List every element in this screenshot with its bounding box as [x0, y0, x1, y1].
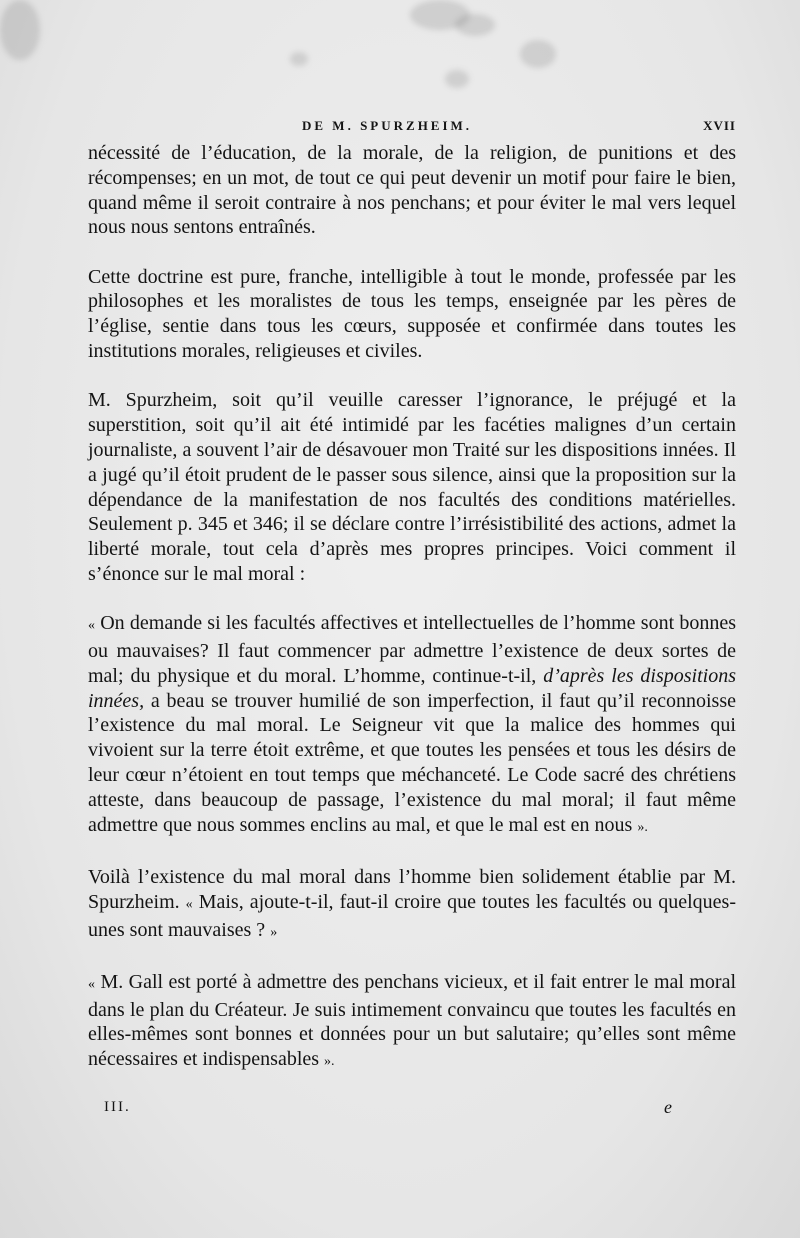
paragraph [88, 865, 736, 945]
close-quote-mark: ». [324, 1054, 335, 1070]
paragraph [88, 141, 736, 240]
close-quote-mark: » [270, 924, 278, 940]
close-quote-mark: ». [637, 819, 648, 835]
paragraph-text: M. Spurzheim, soit qu’il veuille caresser l’ignorance, le préjugé et la superstition, soit qu’il ait été intimidé par les facéties malignes d’un certain journaliste, a souvent l’air de désavouer mon Traité sur les dispositions innées. Il a jugé qu’il étoit prudent de le passer sous silence, ainsi que la proposition sur la dépendance de la manifestation de nos facultés des conditions matérielles. Seulement p. 345 et 346; il se déclare contre l’irrésistibilité des actions, admet la liberté morale, tout cela d’après mes propres principes. Voici comment il s’énonce sur le mal moral : [88, 389, 736, 585]
paragraph-text: Mais, ajoute-t-il, faut-il croire que toutes les facultés ou quelques-unes sont mauvaises ? [88, 890, 736, 941]
italic-phrase: d’après les dispositions innées, [88, 664, 736, 712]
paragraph-text: a beau se trouver humilié de son imperfection, il faut qu’il reconnoisse l’existence du mal moral. Le Seigneur vit que la malice des hommes qui vivoient sur la terre étoit extrême, et que toutes les pensées et tous les désirs de leur cœur n’étoient en tout temps que méchanceté. Le Code sacré des chrétiens atteste, dans beaucoup de passage, l’existence du mal moral; il faut même admettre que nous sommes enclins au mal, et que le mal est en nous [88, 689, 736, 836]
paragraph-text: Voilà l’existence du mal moral dans l’homme bien solidement établie par M. Spurzheim. [88, 865, 736, 913]
paragraph [88, 265, 736, 364]
open-quote-mark: « [185, 896, 193, 912]
page-body [88, 141, 736, 1100]
page-number: XVII [703, 118, 736, 133]
paragraph-text: nécessité de l’éducation, de la morale, de la religion, de punitions et des récompenses; en un mot, de tout ce qui peut devenir un motif pour faire le bien, quand même il seroit contraire à nos penchans; et pour éviter le mal vers lequel nous nous sentons entraînés. [88, 142, 736, 239]
paragraph-text: Cette doctrine est pure, franche, intelligible à tout le monde, professée par les philosophes et les moralistes de tous les temps, enseignée par les pères de l’église, sentie dans tous les cœurs, supposée et confirmée dans toutes les institutions morales, religieuses et civiles. [88, 265, 736, 363]
paragraph-text: M. Gall est porté à admettre des penchans vicieux, et il fait entrer le mal moral dans le plan du Créateur. Je suis intimement convaincu que toutes les facultés en elles-mêmes sont bonnes et données pour un but salutaire; qu’elles sont même nécessaires et indispensables [88, 970, 737, 1071]
quoted-paragraph [88, 970, 736, 1075]
signature-letter: e [664, 1097, 672, 1117]
page-header [88, 118, 736, 138]
paragraph-text: On demande si les facultés affectives et intellectuelles de l’homme sont bonnes ou mauvaises? Il faut commencer par admettre l’existence de deux sortes de mal; du physique et du moral. L’homme, continue-t-il, [88, 612, 737, 687]
running-head: DE M. SPURZHEIM. [302, 118, 473, 133]
page-footer [104, 1097, 672, 1119]
open-quote-mark: « [88, 618, 95, 634]
quoted-paragraph [88, 611, 736, 840]
paragraph [88, 388, 736, 586]
open-quote-mark: « [88, 976, 95, 992]
signature-mark: III. [104, 1099, 131, 1115]
